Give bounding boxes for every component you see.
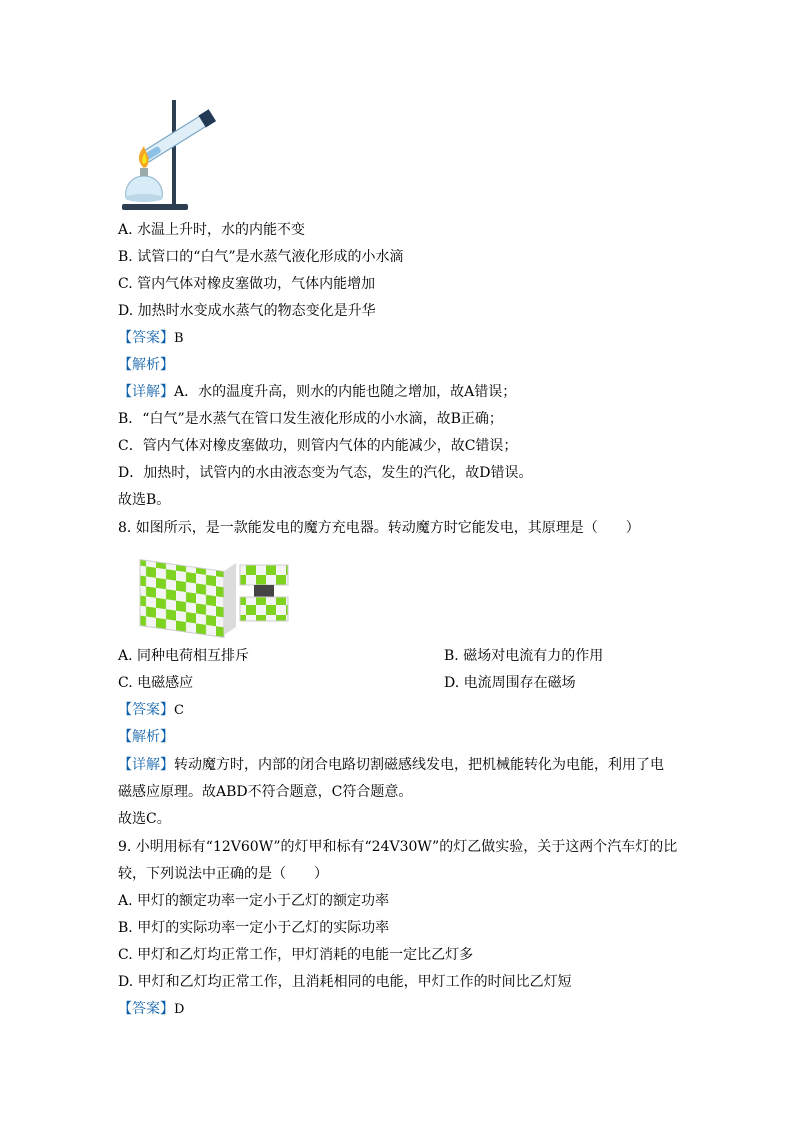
q7-option-a: A. 水温上升时，水的内能不变 xyxy=(118,222,306,238)
q9-option-c: C. 甲灯和乙灯均正常工作，甲灯消耗的电能一定比乙灯多 xyxy=(118,947,474,963)
q7-conclusion: 故选B。 xyxy=(118,492,171,508)
q9-option-d: D. 甲灯和乙灯均正常工作，且消耗相同的电能，甲灯工作的时间比乙灯短 xyxy=(118,974,572,990)
answer-tag: 【答案】 xyxy=(118,1001,174,1017)
q8-detail-line2: 磁感应原理。故ABD不符合题意，C符合题意。 xyxy=(118,784,413,800)
q8-answer xyxy=(118,701,184,720)
answer-tag: 【答案】 xyxy=(118,702,174,718)
q8-analysis-tag xyxy=(118,728,174,746)
q7-detail-b: B．“白气”是水蒸气在管口发生液化形成的小水滴，故B正确； xyxy=(118,411,503,427)
q7-option-d: D. 加热时水变成水蒸气的物态变化是升华 xyxy=(118,303,376,319)
q7-option-c: C. 管内气体对橡皮塞做功，气体内能增加 xyxy=(118,276,376,292)
q7-detail-c: C．管内气体对橡皮塞做功，则管内气体的内能减少，故C错误； xyxy=(118,438,518,454)
q8-stem: 8. 如图所示，是一款能发电的魔方充电器。转动魔方时它能发电，其原理是（ ） xyxy=(118,520,640,536)
answer-value: C xyxy=(174,703,184,718)
q9-stem-line2: 较，下列说法中正确的是（ ） xyxy=(118,866,328,882)
q8-conclusion: 故选C。 xyxy=(118,811,171,827)
q9-option-b: B. 甲灯的实际功率一定小于乙灯的实际功率 xyxy=(118,920,390,936)
answer-tag: 【答案】 xyxy=(118,330,174,346)
q8-option-a: A. 同种电荷相互排斥 xyxy=(118,648,250,664)
detail-text: A．水的温度升高，则水的内能也随之增加，故A错误； xyxy=(174,384,517,400)
q7-detail-a xyxy=(118,383,516,401)
detail-text: 转动魔方时，内部的闭合电路切割磁感线发电，把机械能转化为电能，利用了电 xyxy=(174,757,664,773)
q8-detail-line1 xyxy=(118,756,664,774)
q7-detail-d: D．加热时，试管内的水由液态变为气态，发生的汽化，故D错误。 xyxy=(118,465,533,481)
detail-tag: 【详解】 xyxy=(118,384,174,400)
q7-answer xyxy=(118,329,184,348)
q8-option-b: B. 磁场对电流有力的作用 xyxy=(444,648,604,664)
lab-apparatus-illustration xyxy=(118,96,228,214)
q7-analysis-tag xyxy=(118,356,174,374)
q7-option-b: B. 试管口的“白气”是水蒸气液化形成的小水滴 xyxy=(118,249,404,265)
analysis-tag: 【解析】 xyxy=(118,357,174,373)
detail-tag: 【详解】 xyxy=(118,757,174,773)
q8-option-c: C. 电磁感应 xyxy=(118,675,194,691)
analysis-tag: 【解析】 xyxy=(118,729,174,745)
rubiks-cube-charger-illustration xyxy=(136,555,296,639)
q8-option-d: D. 电流周围存在磁场 xyxy=(444,675,576,691)
q9-answer xyxy=(118,1000,184,1019)
answer-value: B xyxy=(174,331,184,346)
answer-value: D xyxy=(174,1002,185,1017)
q9-stem-line1: 9. 小明用标有“12V60W”的灯甲和标有“24V30W”的灯乙做实验，关于这两个汽车灯的比 xyxy=(118,839,678,855)
q9-option-a: A. 甲灯的额定功率一定小于乙灯的额定功率 xyxy=(118,893,390,909)
